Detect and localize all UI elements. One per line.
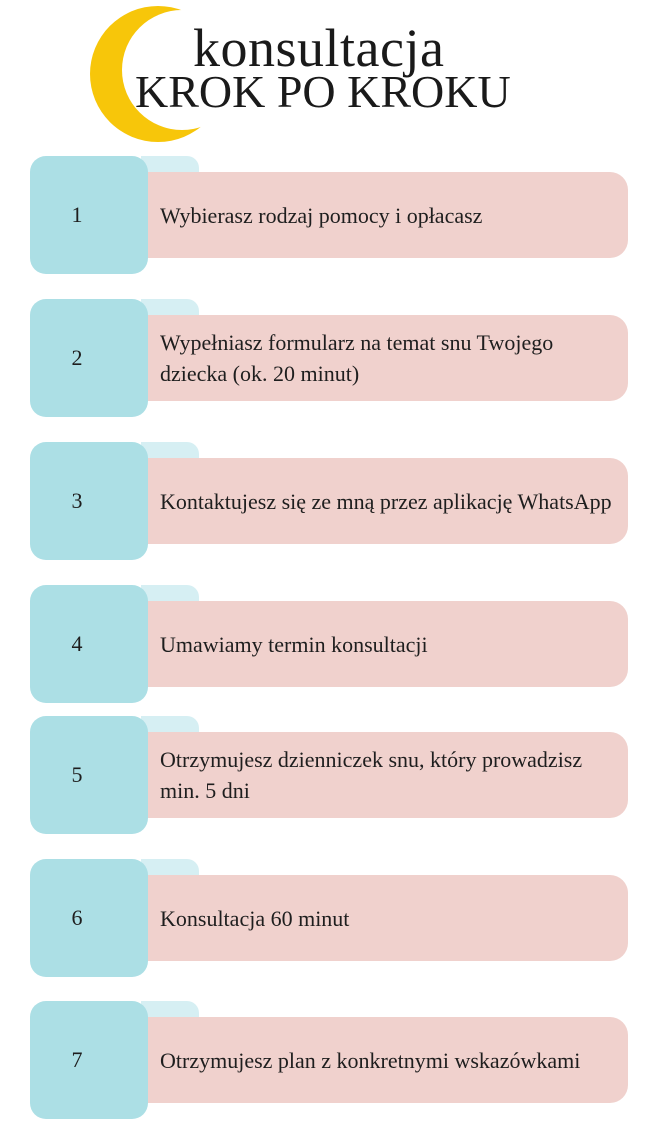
step-4: [30, 585, 630, 703]
step-number: 4: [71, 631, 83, 656]
step-number: 6: [71, 905, 83, 930]
step-3: [30, 442, 630, 560]
step-number: 7: [71, 1047, 83, 1072]
title-line-1: konsultacja: [193, 18, 445, 78]
step-5: [30, 716, 630, 834]
step-text: Otrzymujesz plan z konkretnymi wskazówkami: [160, 1047, 581, 1073]
step-7: [30, 1001, 630, 1119]
step-number: 5: [71, 762, 83, 787]
step-number: 1: [71, 202, 83, 227]
step-6: [30, 859, 630, 977]
step-number: 3: [71, 488, 83, 513]
title-line-2: KROK PO KROKU: [135, 66, 511, 117]
step-text: Wypełniasz formularz na temat snu Twojego dziecka (ok. 20 minut): [160, 330, 554, 386]
step-number: 2: [71, 345, 83, 370]
step-2: [30, 299, 630, 417]
step-text: Otrzymujesz dzienniczek snu, który prowadzisz min. 5 dni: [160, 747, 583, 803]
step-text: Konsultacja 60 minut: [160, 905, 350, 931]
step-text: Kontaktujesz się ze mną przez aplikację WhatsApp: [160, 488, 612, 514]
step-1: [30, 156, 630, 274]
step-text: Umawiamy termin konsultacji: [160, 631, 428, 657]
step-text: Wybierasz rodzaj pomocy i opłacasz: [160, 202, 483, 228]
